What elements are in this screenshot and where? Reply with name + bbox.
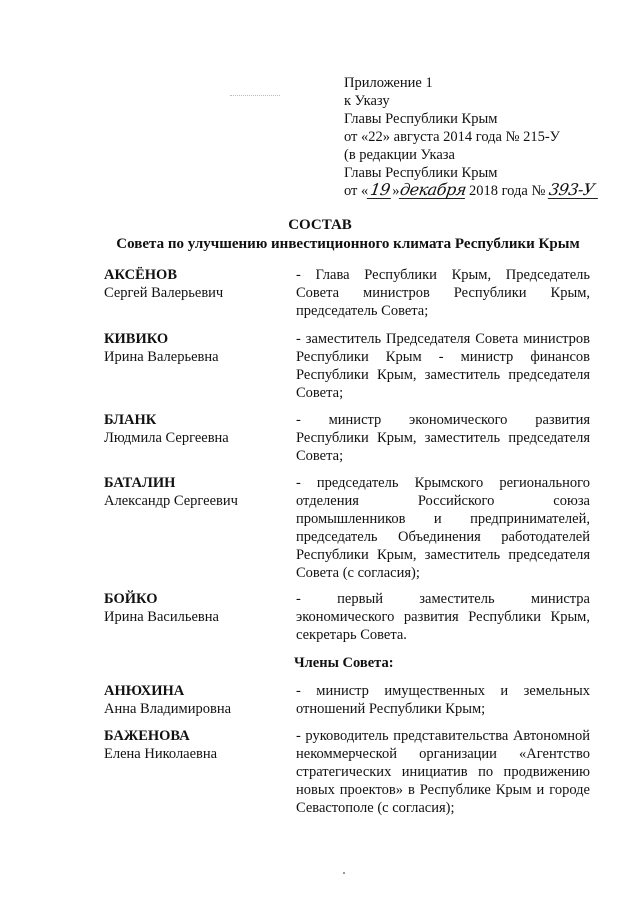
appendix-date-line: [344, 182, 614, 200]
person-given-name: Ирина Васильевна: [104, 609, 219, 625]
date-quote: »: [392, 183, 400, 199]
person-name: [104, 474, 284, 510]
appendix-line: Приложение 1: [344, 75, 433, 91]
person-name: [104, 727, 284, 763]
person-given-name: Елена Николаевна: [104, 746, 218, 762]
person-given-name: Людмила Сергеевна: [104, 430, 229, 446]
person-surname: КИВИКО: [104, 331, 169, 347]
appendix-line: от «22» августа 2014 года № 215-У: [344, 129, 560, 145]
person-given-name: Ирина Валерьевна: [104, 349, 219, 365]
person-surname: БАТАЛИН: [104, 475, 176, 491]
person-surname: БОЙКО: [104, 591, 158, 607]
person-given-name: Анна Владимировна: [104, 701, 232, 717]
person-name: [104, 266, 284, 302]
person-given-name: Сергей Валерьевич: [104, 285, 224, 301]
document-subtitle: Совета по улучшению инвестиционного климата Республики Крым: [116, 236, 580, 252]
date-year: 2018 года №: [468, 183, 546, 199]
document-title: СОСТАВ: [288, 217, 352, 233]
person-surname: БАЖЕНОВА: [104, 728, 190, 744]
person-surname: АКСЁНОВ: [104, 267, 177, 283]
handwritten-number: 393-У: [548, 182, 600, 199]
person-surname: БЛАНК: [104, 412, 157, 428]
person-surname: АНЮХИНА: [104, 683, 185, 699]
person-role: - Глава Республики Крым, Председатель Совета министров Республики Крым, председатель Совета;: [296, 267, 590, 319]
person-name: [104, 330, 284, 366]
scan-artifact: [230, 95, 280, 96]
person-role: - председатель Крымского регионального отделения Российского союза промышленников и предпринимателей, председатель Объединения работодателей Республики Крым, заместитель председателя Совета (с согласия);: [296, 475, 590, 581]
person-role: - министр имущественных и земельных отношений Республики Крым;: [296, 683, 590, 717]
scan-dot: [343, 872, 345, 874]
appendix-header: [344, 74, 614, 200]
appendix-line: Главы Республики Крым: [344, 165, 498, 181]
person-role: - первый заместитель министра экономического развития Республики Крым, секретарь Совета.: [296, 591, 590, 643]
person-name: [104, 411, 284, 447]
members-heading: Члены Совета:: [294, 655, 394, 671]
handwritten-month: декабря: [398, 180, 467, 199]
handwritten-day: 19: [367, 182, 393, 199]
appendix-line: Главы Республики Крым: [344, 111, 498, 127]
person-role: - руководитель представительства Автономной некоммерческой организации «Агентство стратегических инициатив по продвижению новых проектов» в Республике Крым и городе Севастополе (с согласия);: [296, 728, 590, 816]
person-name: [104, 682, 284, 718]
person-name: [104, 590, 284, 626]
person-role: - заместитель Председателя Совета министров Республики Крым - министр финансов Республики Крым, заместитель председателя Совета;: [296, 331, 590, 401]
date-prefix: от «: [344, 183, 369, 199]
person-role: - министр экономического развития Республики Крым, заместитель председателя Совета;: [296, 412, 590, 464]
appendix-line: (в редакции Указа: [344, 147, 455, 163]
appendix-line: к Указу: [344, 93, 390, 109]
person-given-name: Александр Сергеевич: [104, 493, 238, 509]
